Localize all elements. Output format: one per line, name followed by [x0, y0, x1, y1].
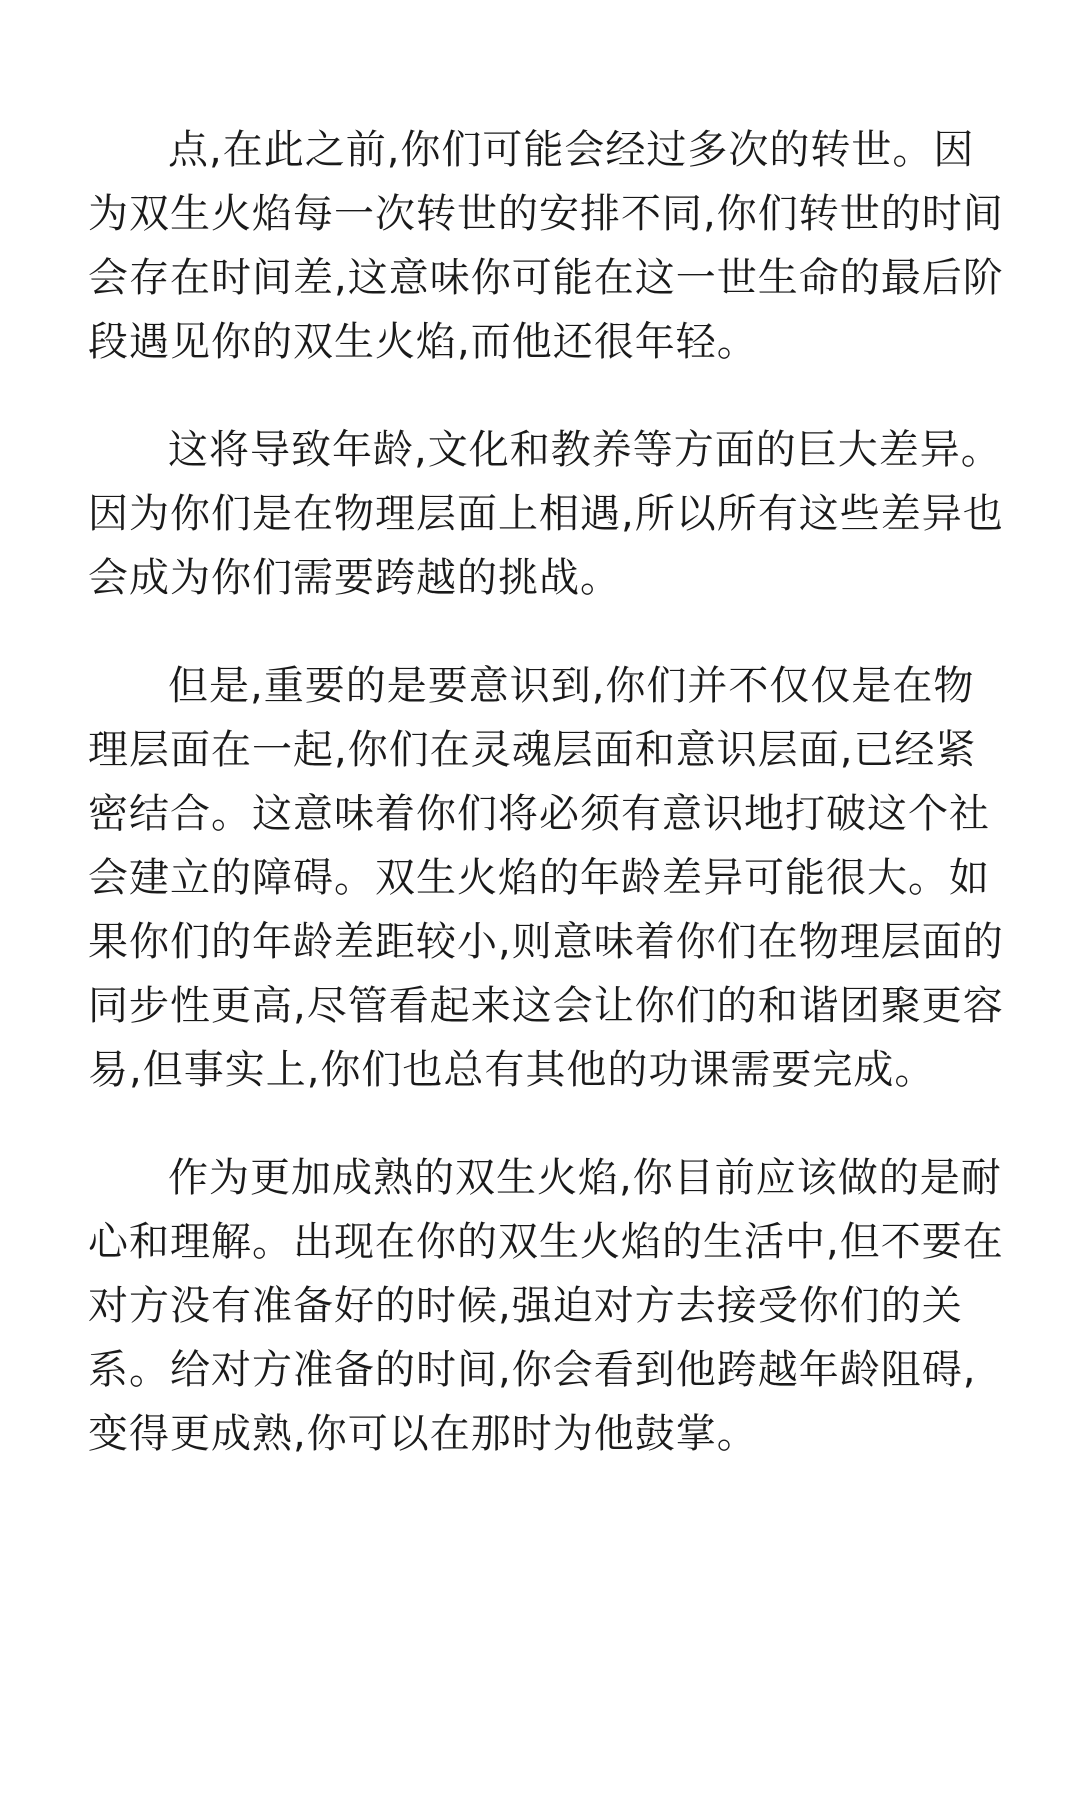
text-line: 这将导致年龄,文化和教养等方面的巨大差异。	[168, 427, 1002, 473]
paragraph-4	[88, 1146, 1004, 1466]
text-line: 密结合。这意味着你们将必须有意识地打破这个社	[88, 791, 990, 837]
text-line: 段遇见你的双生火焰,而他还很年轻。	[88, 319, 758, 365]
text-line: 理层面在一起,你们在灵魂层面和意识层面,已经紧	[88, 727, 977, 773]
text-line: 但是,重要的是要意识到,你们并不仅仅是在物	[168, 663, 975, 709]
text-line: 易,但事实上,你们也总有其他的功课需要完成。	[88, 1047, 936, 1093]
text-line: 同步性更高,尽管看起来这会让你们的和谐团聚更容	[88, 983, 1004, 1029]
text-line: 作为更加成熟的双生火焰,你目前应该做的是耐	[168, 1155, 1002, 1201]
text-line: 心和理解。出现在你的双生火焰的生活中,但不要在	[88, 1219, 1004, 1265]
text-line: 对方没有准备好的时候,强迫对方去接受你们的关	[88, 1283, 963, 1329]
text-line: 点,在此之前,你们可能会经过多次的转世。因	[168, 127, 975, 173]
paragraph-1	[88, 118, 1004, 374]
text-line: 系。给对方准备的时间,你会看到他跨越年龄阻碍,	[88, 1347, 977, 1393]
paragraph-2	[88, 418, 1004, 610]
text-line: 会存在时间差,这意味你可能在这一世生命的最后阶	[88, 255, 1004, 301]
paragraph-3	[88, 654, 1004, 1102]
text-line: 会成为你们需要跨越的挑战。	[88, 555, 621, 601]
text-line: 变得更成熟,你可以在那时为他鼓掌。	[88, 1411, 758, 1457]
text-line: 因为你们是在物理层面上相遇,所以所有这些差异也	[88, 491, 1004, 537]
text-line: 果你们的年龄差距较小,则意味着你们在物理层面的	[88, 919, 1004, 965]
text-line: 为双生火焰每一次转世的安排不同,你们转世的时间	[88, 191, 1004, 237]
text-line: 会建立的障碍。双生火焰的年龄差异可能很大。如	[88, 855, 990, 901]
article-body	[88, 118, 1004, 1510]
